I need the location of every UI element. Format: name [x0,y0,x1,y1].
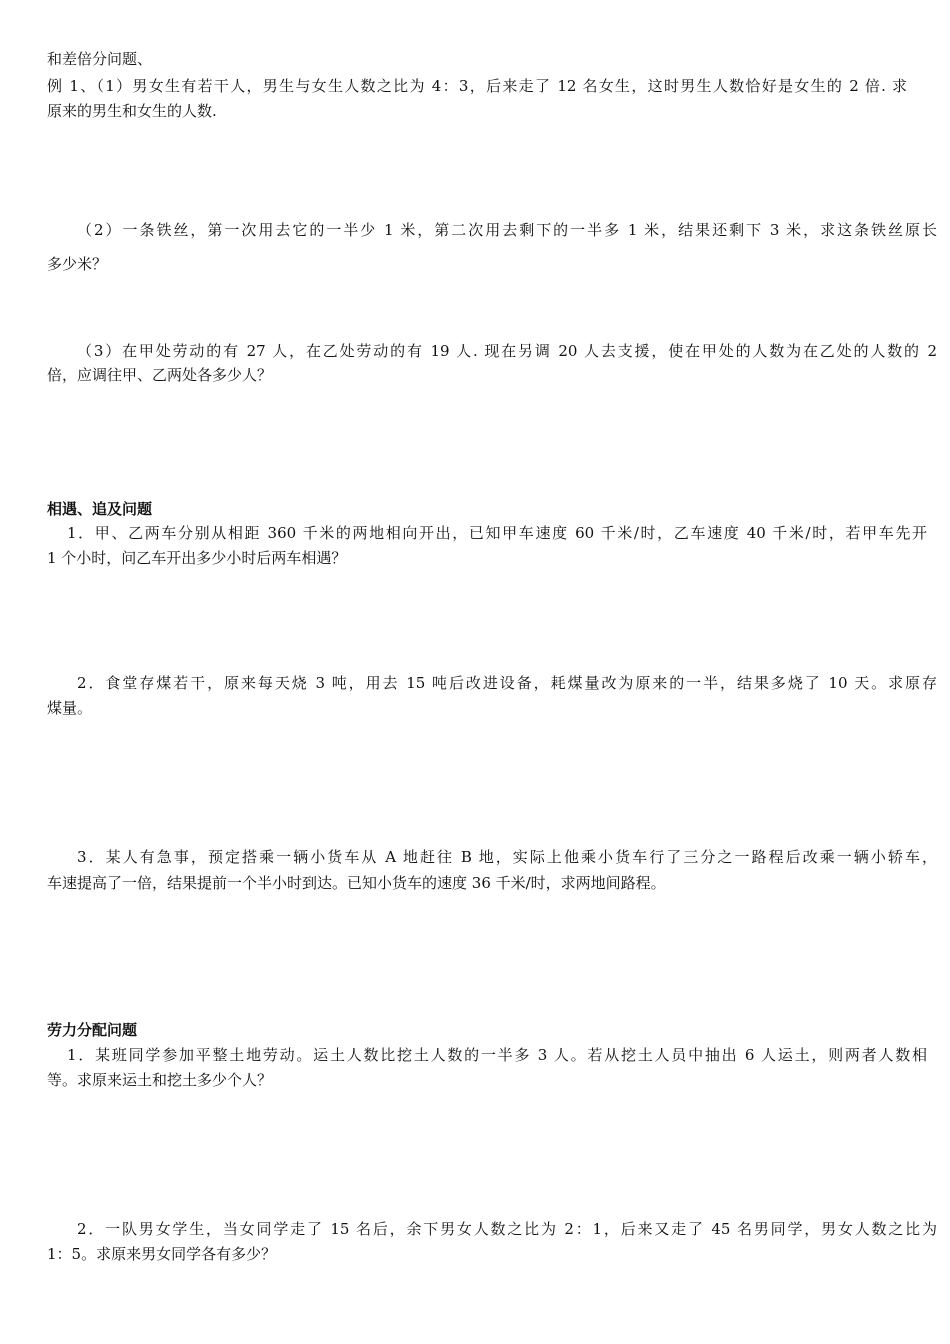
problem-3-1-line-1: 1．某班同学参加平整土地劳动。运土人数比挖土人数的一半多 3 人。若从挖土人员中抽出 6 人运土，则两者人数相 [67,1046,927,1064]
problem-3-2-line-2: 1：5。求原来男女同学各有多少？ [47,1245,277,1263]
section-heading-labor-allocation: 劳力分配问题 [47,1021,138,1039]
problem-2-2-line-2: 煤量。 [47,699,93,717]
problem-2-1-line-1: 1．甲、乙两车分别从相距 360 千米的两地相向开出，已知甲车速度 60 千米/时，乙车速度 40 千米/时，若甲车先开 [67,524,927,542]
problem-1-3-line-1: （3）在甲处劳动的有 27 人，在乙处劳动的有 19 人. 现在另调 20 人去支援，使在甲处的人数为在乙处的人数的 2 [77,342,937,360]
problem-3-1-line-2: 等。求原来运土和挖土多少个人？ [47,1071,273,1089]
problem-3-2-line-1: 2．一队男女学生，当女同学走了 15 名后，余下男女人数之比为 2：1，后来又走了 45 名男同学，男女人数之比为 [77,1220,937,1238]
problem-1-2-line-1: （2）一条铁丝，第一次用去它的一半少 1 米，第二次用去剩下的一半多 1 米，结果还剩下 3 米，求这条铁丝原长 [77,221,937,239]
problem-1-3-line-2: 倍，应调往甲、乙两处各多少人？ [47,366,273,384]
problem-1-2-line-2: 多少米？ [47,255,108,273]
problem-2-1-line-2: 1 个小时，问乙车开出多少小时后两车相遇？ [47,549,347,567]
problem-1-1-line-2: 原来的男生和女生的人数. [47,102,217,120]
section-heading-meeting-chasing: 相遇、追及问题 [47,500,153,518]
problem-2-3-line-1: 3．某人有急事，预定搭乘一辆小货车从 A 地赶往 B 地，实际上他乘小货车行了三分之一路程后改乘一辆小轿车， [77,848,937,866]
problem-2-2-line-1: 2．食堂存煤若干，原来每天烧 3 吨，用去 15 吨后改进设备，耗煤量改为原来的一半，结果多烧了 10 天。求原存 [77,674,937,692]
problem-2-3-line-2: 车速提高了一倍，结果提前一个半小时到达。已知小货车的速度 36 千米/时，求两地间路程。 [47,874,666,892]
problem-1-1-line-1: 例 1、（1）男女生有若干人，男生与女生人数之比为 4：3，后来走了 12 名女生，这时男生人数恰好是女生的 2 倍. 求 [47,77,907,95]
section-heading-sum-difference: 和差倍分问题、 [47,50,153,68]
